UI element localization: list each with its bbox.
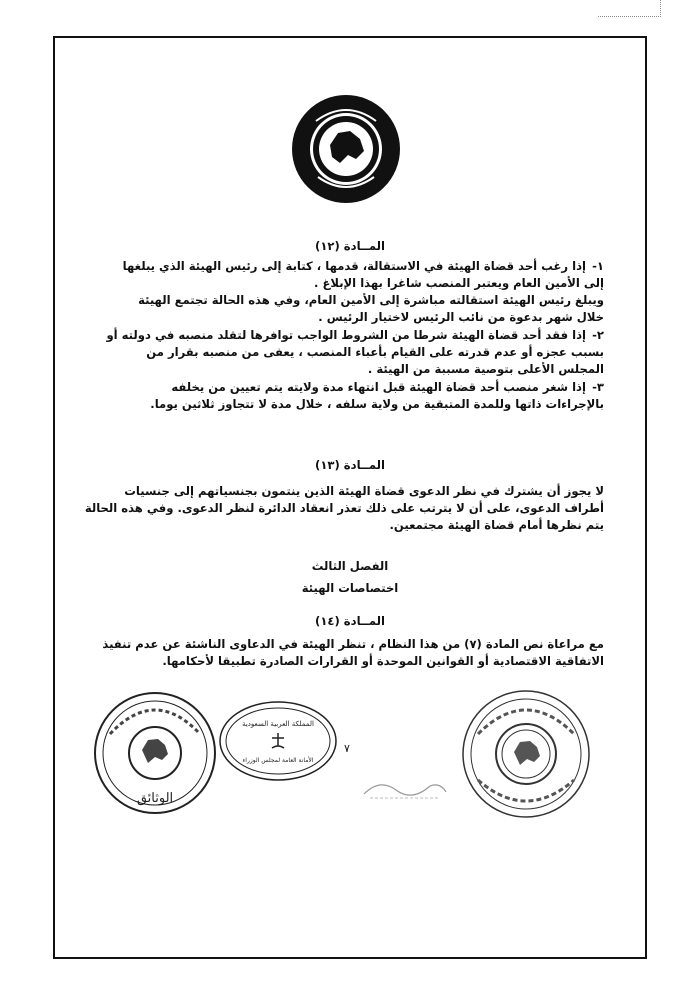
left-stamp-text: الوثائق [136, 791, 174, 806]
article-12-item-1 [84, 258, 604, 326]
text-line: إذا فقد أحد قضاة الهيئة شرطا من الشروط الواجب توافرها لتقلد منصبه في دولته أو [106, 328, 586, 342]
article-12-heading: المــادة (١٢) [315, 239, 385, 253]
article-12-body [84, 258, 604, 414]
text-line: مع مراعاة نص المادة (٧) من هذا النظام ، تنظر الهيئة في الدعاوى الناشئة عن عدم تنفيذ [102, 637, 604, 651]
article-12-item-3 [84, 379, 604, 413]
chapter-heading: الفصل الثالث [311, 559, 389, 573]
text-line: بالإجراءات ذاتها وللمدة المتبقية من ولاية سلفه ، خلال مدة لا تتجاوز ثلاثين يوما. [150, 397, 604, 411]
faint-signature-stamp [360, 772, 450, 802]
text-line: الاتفاقية الاقتصادية أو القوانين الموحدة أو القرارات الصادرة تطبيقا لأحكامها. [162, 654, 604, 668]
article-14-body [84, 636, 604, 670]
article-14-heading: المــادة (١٤) [315, 614, 385, 628]
text-line: يتم نظرها أمام قضاة الهيئة مجتمعين. [389, 518, 604, 532]
text-line: إلى الأمين العام ويعتبر المنصب شاغرا بهذا الإبلاغ . [314, 276, 604, 290]
text-line: إذا شغر منصب أحد قضاة الهيئة قبل انتهاء مدة ولايته يتم تعيين من يخلفه [171, 380, 586, 394]
article-13-heading: المــادة (١٣) [315, 458, 385, 472]
middle-stamp-top-text: المملكة العربية السعودية [242, 720, 314, 728]
article-13-body [84, 483, 604, 534]
gcc-emblem [290, 93, 402, 205]
text-line: خلال شهر بدعوة من نائب الرئيس لاختيار الرئيس . [318, 310, 604, 324]
left-round-stamp [92, 690, 218, 816]
item-number: ١- [592, 259, 604, 273]
page-number: ٧ [344, 742, 350, 755]
middle-stamp-bottom-text: الأمانة العامة لمجلس الوزراء [242, 757, 314, 764]
text-line: ويبلغ رئيس الهيئة استقالته مباشرة إلى الأمين العام، وفي هذه الحالة تجتمع الهيئة [138, 293, 604, 307]
scan-corner-mark [598, 0, 661, 17]
article-12-item-2 [84, 327, 604, 378]
item-number: ٢- [592, 328, 604, 342]
item-number: ٣- [592, 380, 604, 394]
right-round-stamp [460, 688, 592, 820]
chapter-title: اختصاصات الهيئة [301, 581, 399, 595]
text-line: أطراف الدعوى، على أن لا يترتب على ذلك تعذر انعقاد الدائرة لنظر الدعوى. وفي هذه الحالة [84, 501, 604, 515]
text-line: لا يجوز أن يشترك في نظر الدعوى قضاة الهيئة الذين ينتمون بجنسياتهم إلى جنسيات [124, 484, 604, 498]
text-line: المجلس الأعلى بتوصية مسببة من الهيئة . [367, 362, 604, 376]
text-line: بسبب عجزه أو عدم قدرته على القيام بأعباء المنصب ، يعفى من منصبه بقرار من [146, 345, 604, 359]
middle-oval-stamp [218, 700, 338, 782]
text-line: إذا رغب أحد قضاة الهيئة في الاستقالة، قدمها ، كتابة إلى رئيس الهيئة الذي يبلغها [122, 259, 586, 273]
